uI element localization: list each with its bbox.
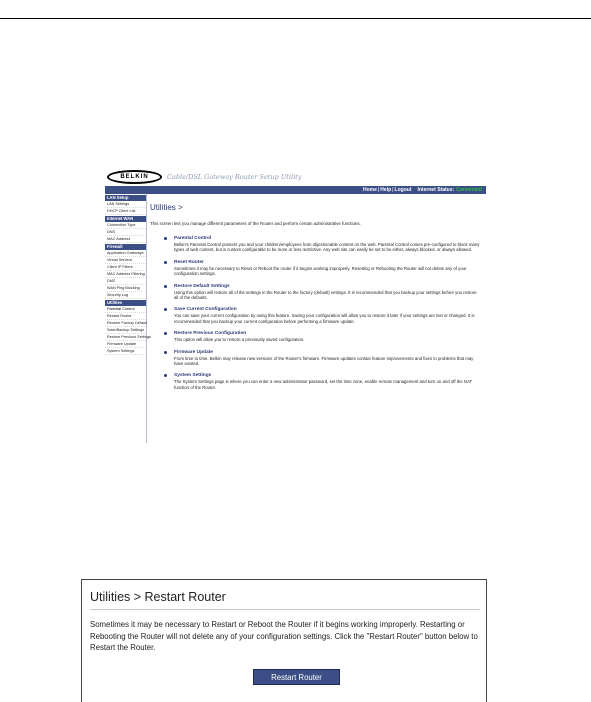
utility-description: Sometimes it may be necessary to Reset or Reboot the router if it begins working improperly. Resetting or Rebooting the Router will not delete any of your configuration settings.	[174, 265, 467, 277]
sidebar-item-security-log[interactable]: Security Log	[105, 292, 146, 299]
utility-description: Using this option will restore all of the settings in the Router to the factory (default) settings. It is recommended that you backup your settings before you restore all of the defaults.	[174, 289, 477, 300]
utility-link-parental-control[interactable]: Parental Control	[174, 236, 212, 241]
internet-status-label: Internet Status:	[417, 187, 455, 193]
title-divider	[90, 609, 480, 610]
list-item	[164, 307, 482, 324]
sidebar-item-parental-control[interactable]: Parental Control	[105, 306, 146, 313]
list-item	[164, 373, 482, 390]
bullet-icon	[164, 261, 167, 264]
page-title: Utilities >	[150, 203, 183, 212]
sidebar-item-connection-type[interactable]: Connection Type	[105, 222, 146, 229]
nav-home-link[interactable]: Home	[362, 187, 377, 193]
list-item	[164, 260, 482, 277]
belkin-logo[interactable]	[107, 170, 162, 184]
sidebar-section-utilities[interactable]: Utilities	[105, 300, 146, 306]
utility-description: You can save your current configuration by using this feature. Saving your configuration will allow you to restore it later if your settings are lost or changed. It is recommended that you backup your current configuration before performing a firmware update.	[174, 313, 475, 324]
sidebar-item-mac-address-filtering[interactable]: MAC Address Filtering	[107, 272, 145, 276]
restart-router-screenshot	[81, 579, 487, 702]
utility-link-reset-router[interactable]: Reset Router	[174, 259, 204, 265]
restart-instructions: Sometimes it may be necessary to Restart or Reboot the Router if it begins working improperly. Restarting or Rebooting the Router will not delete any of your configuration settings. Click the "Restart Router" button below to Restart the Router.	[90, 620, 478, 652]
utility-link-system-settings[interactable]: System Settings	[174, 373, 212, 379]
bullet-icon	[164, 285, 167, 288]
nav-separator: |	[377, 187, 380, 193]
list-item	[164, 284, 482, 301]
sidebar-item-system-settings[interactable]: System Settings	[105, 348, 146, 355]
page-intro: This screen lets you manage different parameters of the Router and perform certain administrative functions.	[150, 221, 361, 226]
utility-description: The System Settings page is where you can enter a new administrator password, set the time zone, enable remote management and turn on and off the NAT function of the Router.	[174, 379, 473, 390]
sidebar-item-wan-ping-blocking[interactable]: WAN Ping Blocking	[105, 285, 146, 292]
app-title: Cable/DSL Gateway Router Setup Utility	[167, 173, 302, 181]
sidebar-item-virtual-servers[interactable]: Virtual Servers	[105, 257, 146, 264]
restart-page-title: Utilities > Restart Router	[90, 590, 226, 604]
restart-router-button[interactable]: Restart Router	[253, 669, 340, 685]
sidebar-item-save-backup-settings[interactable]: Save/Backup Settings	[107, 328, 145, 332]
internet-status-value: Connected	[456, 187, 482, 193]
bullet-icon	[164, 374, 167, 377]
sidebar-item-lan-settings[interactable]: LAN Settings	[105, 201, 146, 208]
sidebar-item-dhcp-client-list[interactable]: DHCP Client List	[105, 208, 146, 215]
logo-text: BELKIN	[120, 174, 149, 180]
main-content	[150, 194, 484, 443]
nav-logout-link[interactable]: Logout	[394, 187, 412, 193]
list-item	[164, 236, 482, 253]
nav-help-link[interactable]: Help	[380, 187, 392, 193]
utility-description: Belkin's Parental Control protects you and your children/employees from objectionable content on the web. Parental Control comes pre-configured to block many types of web content, but is custom configurable to be more or less restrictive. Any web site can easily be set to be either, always blocked, or always allowed.	[174, 242, 480, 253]
nav-separator: |	[392, 187, 394, 193]
sidebar-item-mac-address[interactable]: MAC Address	[105, 236, 146, 243]
sidebar-item-restore-previous-settings[interactable]: Restore Previous Settings	[107, 335, 151, 339]
sidebar-section-lan-setup[interactable]: LAN Setup	[105, 195, 146, 201]
sidebar-section-internet-wan[interactable]: Internet WAN	[105, 216, 146, 222]
utility-link-restore-previous-configuration[interactable]: Restore Previous Configuration	[174, 331, 247, 337]
utilities-list	[164, 236, 482, 397]
utility-link-restore-default-settings[interactable]: Restore Default Settings	[174, 283, 230, 289]
nav-links	[363, 186, 482, 194]
sidebar-item-restore-factory-default[interactable]: Restore Factory Default	[107, 321, 148, 325]
sidebar-item-firmware-update[interactable]: Firmware Update	[105, 341, 146, 348]
utility-description: This option will allow you to restore a previously saved configuration.	[174, 337, 305, 343]
router-utilities-screenshot	[105, 168, 486, 443]
list-item	[164, 350, 482, 367]
app-header	[105, 168, 486, 186]
bullet-icon	[164, 308, 167, 311]
bullet-icon	[164, 237, 167, 240]
bullet-icon	[164, 351, 167, 354]
list-item	[164, 331, 482, 342]
utility-description: From time to time, Belkin may release new versions of the Router's firmware. Firmware updates contain feature improvements and fixes to problems that may have existed.	[174, 355, 474, 366]
top-divider	[0, 18, 591, 19]
sidebar-section-firewall[interactable]: Firewall	[105, 244, 146, 250]
sidebar-item-dmz[interactable]: DMZ	[105, 278, 146, 285]
utility-link-save-current-configuration[interactable]: Save Current Configuration	[174, 307, 237, 313]
sidebar-item-application-gateways[interactable]: Application Gateways	[105, 250, 146, 257]
sidebar	[105, 194, 151, 443]
sidebar-item-dns[interactable]: DNS	[105, 229, 146, 236]
sidebar-item-client-ip-filters[interactable]: Client IP Filters	[105, 264, 146, 271]
sidebar-item-restart-router[interactable]: Restart Router	[105, 313, 146, 320]
top-nav-bar	[105, 186, 486, 194]
bullet-icon	[164, 332, 167, 335]
utility-link-firmware-update[interactable]: Firmware Update	[174, 349, 213, 355]
